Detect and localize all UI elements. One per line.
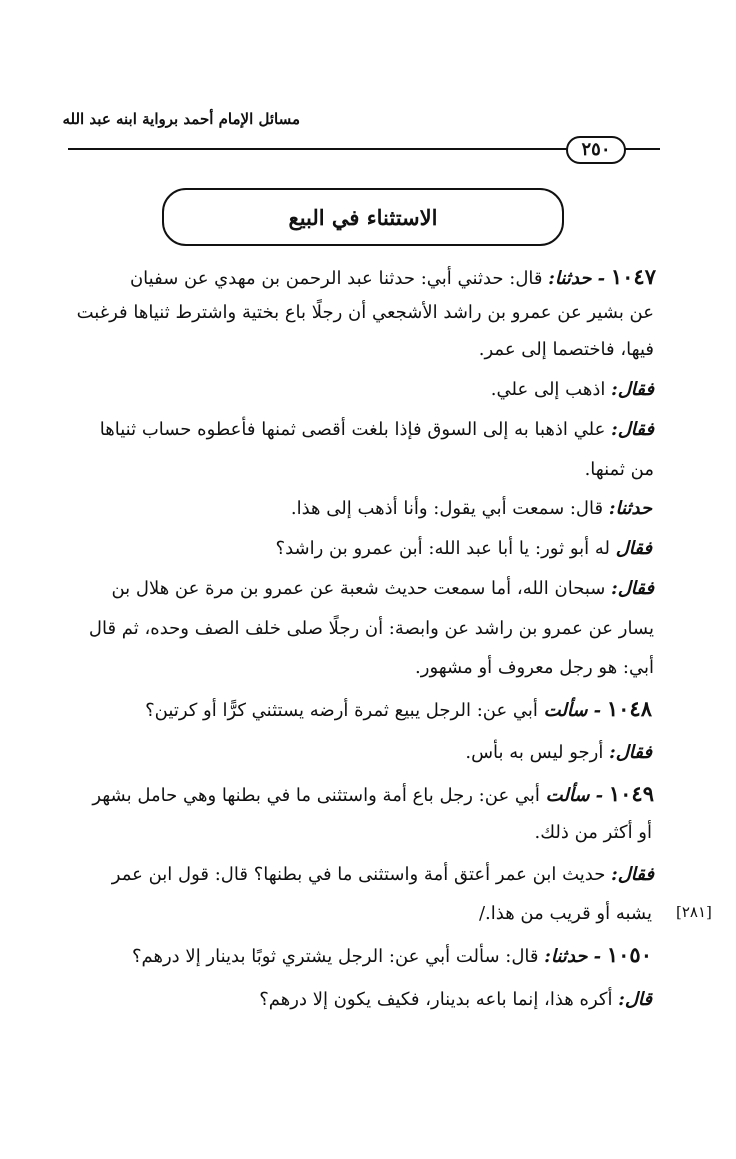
speaker-label: فقال xyxy=(615,538,652,559)
entry-number: ١٠٥٠ xyxy=(606,942,652,967)
section-title: الاستثناء في البيع xyxy=(288,204,438,230)
paragraph-text: علي اذهبا به إلى السوق فإذا بلغت أقصى ثمنها فأعطوه حساب ثنياها xyxy=(99,419,606,440)
entry-1048-line-1 xyxy=(145,694,652,724)
speaker-label: فقال: xyxy=(609,742,652,763)
entry-1047-line-2: عن بشير عن عمرو بن راشد الأشجعي أن رجلًا باع بختية واشترط ثنياها فرغبت xyxy=(76,302,654,323)
paragraph-line xyxy=(491,375,654,405)
entry-text: قال: سألت أبي عن: الرجل يشتري ثوبًا بدينار إلا درهم؟ xyxy=(131,946,539,967)
paragraph-line xyxy=(111,574,654,604)
paragraph-text: سبحان الله، أما سمعت حديث شعبة عن عمرو بن مرة عن هلال بن xyxy=(111,578,606,599)
paragraph-text: حديث ابن عمر أعتق أمة واستثنى ما في بطنها؟ قال: قول ابن عمر xyxy=(111,864,606,885)
paragraph-line xyxy=(276,534,652,564)
paragraph-line xyxy=(259,985,652,1015)
paragraph-text: أكره هذا، إنما باعه بدينار، فكيف يكون إلا درهم؟ xyxy=(259,989,613,1010)
running-header-title: مسائل الإمام أحمد برواية ابنه عبد الله xyxy=(62,110,300,128)
paragraph-line xyxy=(100,415,654,445)
paragraph-line: يشبه أو قريب من هذا./ xyxy=(478,903,652,924)
entry-1049-line-2: أو أكثر من ذلك. xyxy=(534,822,652,843)
paragraph-line xyxy=(291,494,652,524)
speaker-label: قال: xyxy=(618,989,652,1010)
speaker-label: حدثنا: xyxy=(608,498,652,519)
entry-1047-line-3: فيها، فاختصما إلى عمر. xyxy=(478,339,654,360)
paragraph-line: يسار عن عمرو بن راشد عن وابصة: أن رجلًا صلى خلف الصف وحده، ثم قال xyxy=(88,618,654,639)
entry-text: قال: حدثني أبي: حدثنا عبد الرحمن بن مهدي عن سفيان xyxy=(129,268,543,289)
paragraph-text: اذهب إلى علي. xyxy=(490,379,606,400)
paragraph-text: قال: سمعت أبي يقول: وأنا أذهب إلى هذا. xyxy=(290,498,604,519)
entry-1047-line-1 xyxy=(130,262,656,292)
entry-label: - حدثنا: xyxy=(544,946,602,967)
section-title-box xyxy=(162,188,564,246)
entry-text: أبي عن: رجل باع أمة واستثنى ما في بطنها وهي حامل بشهر xyxy=(92,785,540,806)
speaker-label: فقال: xyxy=(611,578,654,599)
paragraph-line: أبي: هو رجل معروف أو مشهور. xyxy=(415,657,654,678)
entry-number: ١٠٤٧ xyxy=(610,264,656,289)
page-number-badge: ٢٥٠ xyxy=(566,136,626,164)
entry-text: أبي عن: الرجل يبيع ثمرة أرضه يستثني كرًّا أو كرتين؟ xyxy=(145,700,538,721)
speaker-label: فقال: xyxy=(611,379,654,400)
paragraph-line: من ثمنها. xyxy=(584,459,654,480)
entry-number: ١٠٤٨ xyxy=(606,696,652,721)
entry-label: - سألت xyxy=(545,785,604,806)
manuscript-page-marker: [٢٨١] xyxy=(676,903,712,921)
speaker-label: فقال: xyxy=(611,864,654,885)
entry-1049-line-1 xyxy=(92,779,654,809)
entry-number: ١٠٤٩ xyxy=(608,781,654,806)
paragraph-line xyxy=(465,738,652,768)
entry-1050-line-1 xyxy=(132,940,652,970)
speaker-label: فقال: xyxy=(611,419,654,440)
paragraph-text: أرجو ليس به بأس. xyxy=(465,742,604,763)
entry-label: - حدثنا: xyxy=(548,268,606,289)
entry-label: - سألت xyxy=(543,700,602,721)
paragraph-text: له أبو ثور: يا أبا عبد الله: أبن عمرو بن راشد؟ xyxy=(275,538,610,559)
paragraph-line xyxy=(112,860,654,890)
